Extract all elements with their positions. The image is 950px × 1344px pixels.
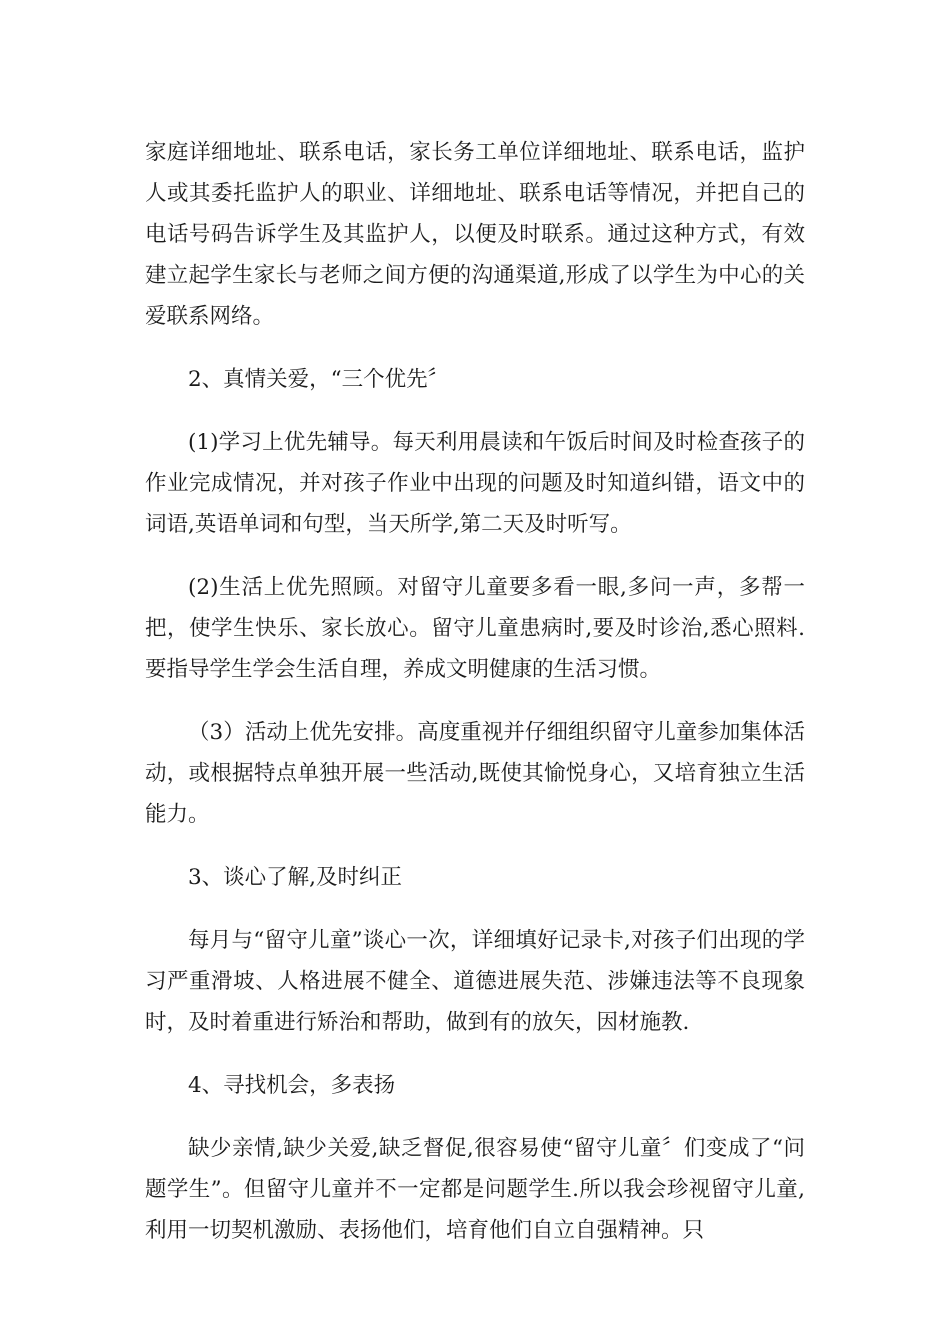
heading-find-opportunities: 4、寻找机会，多表扬 xyxy=(188,1073,396,1098)
document-body xyxy=(145,132,805,1251)
paragraph-contact-info: 家庭详细地址、联系电话，家长务工单位详细地址、联系电话，监护人或其委托监护人的职业、详细地址、联系电话等情况，并把自己的电话号码告诉学生及其监护人，以便及时联系。通过这种方式，有效建立起学生家长与老师之间方便的沟通渠道,形成了以学生为中心的关爱联系网络。 xyxy=(145,140,805,329)
heading-sincere-care: 2、真情关爱，“三个优先〞 xyxy=(188,367,450,392)
heading-heart-to-heart: 3、谈心了解,及时纠正 xyxy=(188,865,403,890)
paragraph-life-priority: (2)生活上优先照顾。对留守儿童要多看一眼,多问一声，多帮一把，使学生快乐、家长放心。留守儿童患病时,要及时诊治,悉心照料.要指导学生学会生活自理，养成文明健康的生活习惯。 xyxy=(145,575,805,682)
paragraph-monthly-talk: 每月与“留守儿童”谈心一次，详细填好记录卡,对孩子们出现的学习严重滑坡、人格进展不健全、道德进展失范、涉嫌违法等不良现象时，及时着重进行矫治和帮助，做到有的放矢，因材施教. xyxy=(145,928,805,1035)
paragraph-praise: 缺少亲情,缺少关爱,缺乏督促,很容易使“留守儿童〞们变成了“问题学生”。但留守儿童并不一定都是问题学生.所以我会珍视留守儿童,利用一切契机激励、表扬他们，培育他们自立自强精神。只 xyxy=(145,1136,805,1243)
paragraph-study-priority: (1)学习上优先辅导。每天利用晨读和午饭后时间及时检查孩子的作业完成情况，并对孩子作业中出现的问题及时知道纠错，语文中的词语,英语单词和句型，当天所学,第二天及时听写。 xyxy=(145,430,805,537)
paragraph-activity-priority: （3）活动上优先安排。高度重视并仔细组织留守儿童参加集体活动，或根据特点单独开展一些活动,既使其愉悦身心，又培育独立生活能力。 xyxy=(145,720,805,827)
